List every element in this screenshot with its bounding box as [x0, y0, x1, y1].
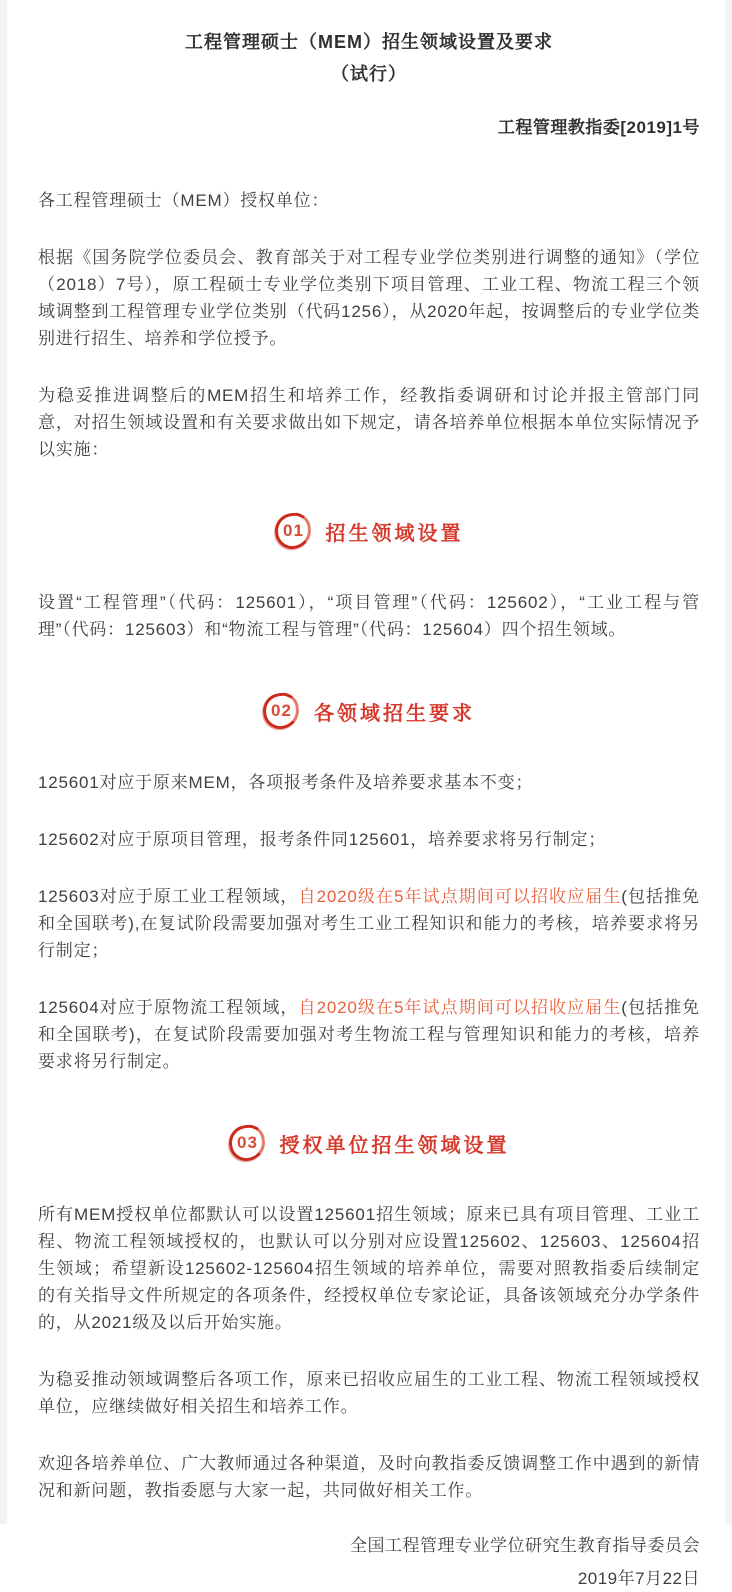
requirement-125603 — [38, 883, 700, 964]
section-1-title: 招生领域设置 — [325, 522, 464, 545]
requirement-125603-prefix: 125603对应于原工业工程领域， — [38, 887, 299, 906]
document-subtitle: （试行） — [331, 64, 407, 84]
requirement-125603-suffix: (包括推免和全国联考),在复试阶段需要加强对考生工业工程知识和能力的考核，培养要求将另行制定； — [38, 887, 700, 960]
intro-paragraph-1: 根据《国务院学位委员会、教育部关于对工程专业学位类别进行调整的通知》（学位（2018）7号），原工程硕士专业学位类别下项目管理、工业工程、物流工程三个领域调整到工程管理专业学位类别（代码1256），从2020年起，按调整后的专业学位类别进行招生、培养和学位授予。 — [38, 248, 700, 348]
document-title: 工程管理硕士（MEM）招生领域设置及要求 — [185, 32, 553, 52]
section-2-number: 02 — [270, 701, 292, 721]
section-1-number: 01 — [282, 521, 303, 541]
section-3-paragraph-2: 为稳妥推动领域调整后各项工作，原来已招收应届生的工业工程、物流工程领域授权单位，应继续做好相关招生和培养工作。 — [38, 1370, 700, 1416]
section-1-badge-circle-icon — [273, 511, 313, 551]
section-3-badge-circle-icon — [227, 1123, 267, 1163]
section-heading-2 — [38, 689, 700, 733]
section-3-number: 03 — [236, 1133, 257, 1153]
section-heading-3 — [38, 1121, 700, 1165]
requirement-125604-suffix: (包括推免和全国联考)，在复试阶段需要加强对考生物流工程与管理知识和能力的考核，培养要求将另行制定。 — [38, 998, 700, 1071]
requirement-125604 — [38, 994, 700, 1075]
section-3-paragraph-3: 欢迎各培养单位、广大教师通过各种渠道，及时向教指委反馈调整工作中遇到的新情况和新问题，教指委愿与大家一起，共同做好相关工作。 — [38, 1454, 700, 1500]
section-1-paragraph: 设置“工程管理”（代码：125601），“项目管理”（代码：125602），“工业工程与管理”（代码：125603）和“物流工程与管理”（代码：125604）四个招生领域。 — [38, 593, 700, 639]
signature-line: 全国工程管理专业学位研究生教育指导委员会 — [350, 1536, 700, 1555]
intro-paragraph-2: 为稳妥推进调整后的MEM招生和培养工作，经教指委调研和讨论并报主管部门同意，对招生领域设置和有关要求做出如下规定，请各培养单位根据本单位实际情况予以实施： — [38, 386, 700, 459]
requirement-125603-highlight: 自2020级在5年试点期间可以招收应届生 — [298, 887, 622, 906]
section-3-title: 授权单位招生领域设置 — [279, 1134, 510, 1157]
requirement-125604-highlight: 自2020级在5年试点期间可以招收应届生 — [298, 998, 622, 1017]
requirement-125604-prefix: 125604对应于原物流工程领域， — [38, 998, 299, 1017]
section-2-badge-circle-icon — [261, 691, 301, 731]
section-heading-1 — [38, 509, 700, 553]
requirement-125602: 125602对应于原项目管理，报考条件同125601，培养要求将另行制定； — [38, 830, 607, 849]
date-line: 2019年7月22日 — [577, 1569, 700, 1588]
salutation-line: 各工程管理硕士（MEM）授权单位： — [38, 191, 330, 210]
requirement-125601: 125601对应于原来MEM，各项报考条件及培养要求基本不变； — [38, 773, 534, 792]
section-3-paragraph-1: 所有MEM授权单位都默认可以设置125601招生领域；原来已具有项目管理、工业工程、物流工程领域授权的，也默认可以分别对应设置125602、125603、125604招生领域；希望新设125602-125604招生领域的培养单位，需要对照教指委后续制定的有关指导文件所规定的各项条件，经授权单位专家论证，具备该领域充分办学条件的，从2021级及以后开始实施。 — [38, 1205, 700, 1332]
document-number: 工程管理教指委[2019]1号 — [497, 118, 700, 137]
section-2-title: 各领域招生要求 — [314, 702, 475, 725]
